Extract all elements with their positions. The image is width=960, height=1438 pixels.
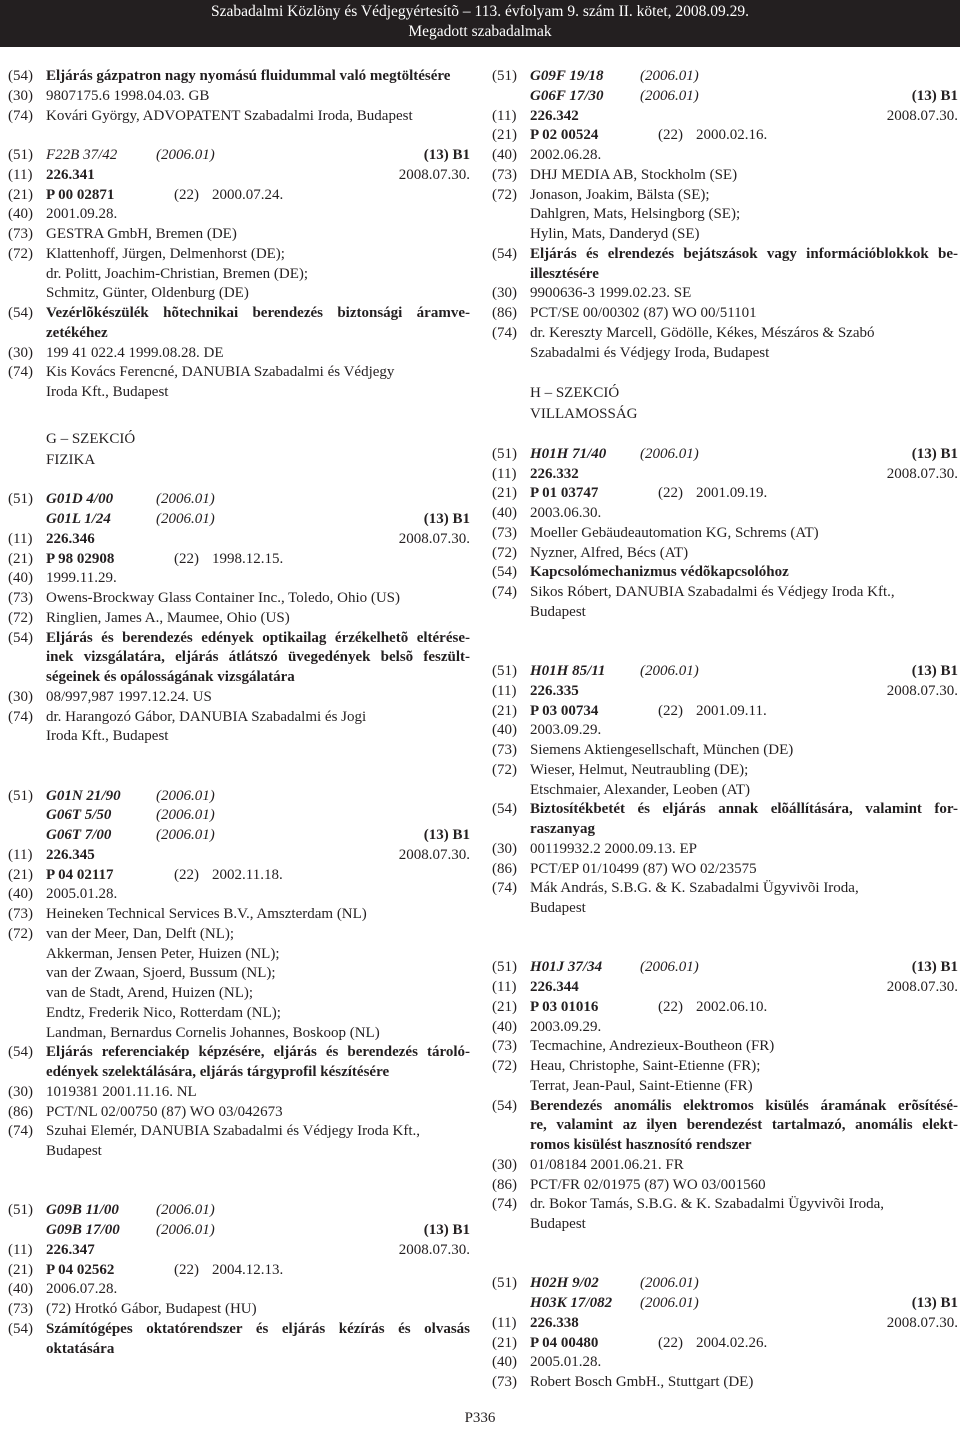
ipc-class: G09B 17/00 <box>46 1222 120 1238</box>
grant-date: 2008.07.30. <box>398 846 470 863</box>
invention-title: edények szelektálására, eljárás tárgyprofil készítésére <box>46 1064 390 1080</box>
agent: Budapest <box>46 1143 102 1159</box>
inventor: Ringlien, James A., Maumee, Ohio (US) <box>46 609 290 626</box>
publication-date: 2003.09.29. <box>530 1018 602 1035</box>
agent: Sikos Róbert, DANUBIA Szabadalmi és Védjegy Iroda Kft., <box>530 584 895 600</box>
ipc-class: H01H 71/40 <box>530 445 607 462</box>
publication-date: 2005.01.28. <box>46 886 118 903</box>
priority: 1019381 2001.11.16. NL <box>46 1083 197 1100</box>
patent-number: 226.347 <box>46 1241 95 1258</box>
application-number: P 02 00524 <box>530 127 599 144</box>
application-number: P 04 02117 <box>46 866 114 883</box>
pct-data: PCT/FR 02/01975 (87) WO 03/001560 <box>530 1176 766 1193</box>
kind-code: (13) B1 <box>911 959 958 976</box>
owner: (72) Hrotkó Gábor, Budapest (HU) <box>46 1301 257 1317</box>
agent: Kis Kovács Ferencné, DANUBIA Szabadalmi és Védjegy <box>46 364 395 381</box>
owner: GESTRA GmbH, Bremen (DE) <box>46 226 237 242</box>
invention-title: Vezérlõkészülék hõtechnikai berendezés biztonsági áramve- <box>46 305 470 321</box>
priority: 199 41 022.4 1999.08.28. DE <box>46 344 224 361</box>
inventor: Terrat, Jean-Paul, Saint-Etienne (FR) <box>530 1077 753 1094</box>
agent: Szabadalmi és Védjegy Iroda, Budapest <box>530 344 770 361</box>
ipc-class: H01J 37/34 <box>530 959 603 976</box>
patent-number: 226.332 <box>530 465 579 482</box>
section-heading: H – SZEKCIÓ VILLAMOSSÁG <box>530 385 638 422</box>
invention-title: Kapcsolómechanizmus védõkapcsolóhoz <box>530 564 789 581</box>
page-number: P336 <box>464 1410 496 1426</box>
agent: Mák András, S.B.G. & K. Szabadalmi Ügyvivõi Iroda, <box>530 880 859 897</box>
ipc-class: G01L 1/24 <box>46 511 111 527</box>
invention-title: illesztésére <box>530 265 599 282</box>
agent: Budapest <box>530 603 586 620</box>
kind-code: (13) B1 <box>911 1295 958 1311</box>
patent-entry: (51) F22B 37/42 (2006.01) (13) B1 (11) 226.341 2008.07.30. (21) P 00 02871 (22) 2000.07.24. (40) 2001.09.28. (73) GESTRA GmbH, Bremen (DE) (72) Klattenhoff, Jürgen, Delmenhorst (DE); dr. Politt, Joachim-Christian, Bremen (DE); Schmitz, Günter, Oldenburg (DE) (54) Vezérlõkészülék hõtechnikai berendezés biztonsági áramve- zetékéhez (30) 199 41 022.4 1999.08.28. DE (74) Kis Kovács Ferencné, DANUBIA Szabadalmi és Védjegy Iroda Kft., Budapest <box>8 146 470 403</box>
filing-date: 2004.12.13. <box>212 1261 284 1278</box>
priority: 9900636-3 1999.02.23. SE <box>530 285 692 302</box>
invention-title: romos kisülést hasznosító rendszer <box>530 1137 752 1153</box>
invention-title: inek vizsgálatára, eljárás átlátszó üvegedények belsõ feszült- <box>46 649 470 666</box>
priority: 9807175.6 1998.04.03. GB <box>46 87 210 104</box>
inventor: Schmitz, Günter, Oldenburg (DE) <box>46 285 249 302</box>
owner: Owens-Brockway Glass Container Inc., Toledo, Ohio (US) <box>46 590 401 606</box>
publication-date: 2002.06.28. <box>530 147 602 163</box>
invention-title: Eljárás referenciakép képzésére, eljárás és berendezés tároló- <box>46 1044 470 1061</box>
left-column <box>8 67 470 1359</box>
ipc-class: G09B 11/00 <box>46 1202 119 1219</box>
patent-entry: (51) H02H 9/02 (2006.01) H03K 17/082 (2006.01) (13) B1 (11) 226.338 2008.07.30. (21) P 04 00480 (22) 2004.02.26. (40) 2005.01.28. (73) Robert Bosch GmbH., Stuttgart (DE) <box>492 1274 958 1393</box>
section-title: Megadott szabadalmak <box>408 23 552 40</box>
invention-title: raszanyag <box>530 821 595 837</box>
filing-date: 2004.02.26. <box>696 1334 768 1351</box>
ipc-class: G06F 17/30 <box>530 87 604 104</box>
inventor: Etschmaier, Alexander, Leoben (AT) <box>530 781 750 798</box>
publication-date: 1999.11.29. <box>46 570 117 587</box>
agent: Szuhai Elemér, DANUBIA Szabadalmi és Védjegy Iroda Kft., <box>46 1123 421 1140</box>
owner: Siemens Aktiengesellschaft, München (DE) <box>530 742 794 758</box>
patent-number: 226.345 <box>46 846 95 863</box>
journal-title: Szabadalmi Közlöny és Védjegyértesítõ – 113. évfolyam 9. szám II. kötet, 2008.09.29. <box>210 3 750 20</box>
patent-number: 226.346 <box>46 530 95 547</box>
ipc-class: H02H 9/02 <box>530 1275 599 1292</box>
filing-date: 2000.02.16. <box>696 127 768 144</box>
patent-number: 226.335 <box>530 682 579 699</box>
inventor: van der Zwaan, Sjoerd, Bussum (NL); <box>46 965 276 982</box>
filing-date: 1998.12.15. <box>212 550 284 567</box>
right-column <box>492 67 958 1393</box>
section-heading: G – SZEKCIÓ FIZIKA <box>46 430 136 468</box>
publication-date: 2006.07.28. <box>46 1281 118 1298</box>
page-header <box>0 0 960 47</box>
inventor: Nyzner, Alfred, Bécs (AT) <box>530 544 689 561</box>
patent-entry: (51) G01N 21/90 (2006.01) G06T 5/50 (2006.01) G06T 7/00 (2006.01) (13) B1 (11) 226.345 2008.07.30. (21) P 04 02117 (22) 2002.11.18. (40) 2005.01.28. (73) Heineken Technical Services B.V., Amszterdam (NL) (72) van der Meer, Dan, Delft (NL); Akkerman, Jensen Peter, Huizen (NL); van der Zwaan, Sjoerd, Bussum (NL); van de Stadt, Arend, Huizen (NL); Endtz, Frederik Nico, Rotterdam (NL); Landman, Bernardus Cornelis Johannes, Boskoop (NL) (54) Eljárás referenciakép képzésére, eljárás és berendezés tároló- edények szelektálására, eljárás tárgyprofil készítésére (30) 1019381 2001.11.16. NL (86) PCT/NL 02/00750 (87) WO 03/042673 (74) Szuhai Elemér, DANUBIA Szabadalmi és Védjegy Iroda Kft., Budapest <box>8 787 470 1162</box>
agent: Budapest <box>530 1216 586 1232</box>
grant-date: 2008.07.30. <box>398 166 470 183</box>
agent: Kovári György, ADVOPATENT Szabadalmi Iroda, Budapest <box>46 107 413 124</box>
ipc-class: F22B 37/42 <box>46 147 118 163</box>
inventor: van der Meer, Dan, Delft (NL); <box>46 925 235 942</box>
owner: DHJ MEDIA AB, Stockholm (SE) <box>530 166 738 183</box>
inventor: dr. Politt, Joachim-Christian, Bremen (DE); <box>46 265 309 282</box>
kind-code: (13) B1 <box>423 1222 470 1238</box>
application-number: P 03 01016 <box>530 998 599 1015</box>
owner: Heineken Technical Services B.V., Amszterdam (NL) <box>46 906 367 922</box>
grant-date: 2008.07.30. <box>886 1314 958 1331</box>
grant-date: 2008.07.30. <box>886 682 958 699</box>
kind-code: (13) B1 <box>911 445 958 462</box>
inventor: Dahlgren, Mats, Helsingborg (SE); <box>530 206 741 223</box>
patent-number: 226.338 <box>530 1314 579 1331</box>
kind-code: (13) B1 <box>423 147 470 163</box>
inventor: Akkerman, Jensen Peter, Huizen (NL); <box>46 945 280 962</box>
invention-title: Eljárás és berendezés edények optikailag érzékelhetõ eltérése- <box>46 629 470 646</box>
ipc-class: G06T 7/00 <box>46 827 112 843</box>
kind-code: (13) B1 <box>423 827 470 843</box>
ipc-class: G06T 5/50 <box>46 807 112 824</box>
inventor: Endtz, Frederik Nico, Rotterdam (NL); <box>46 1004 281 1021</box>
ipc-class: H03K 17/082 <box>530 1295 613 1311</box>
patent-number: 226.342 <box>530 107 579 124</box>
owner: Moeller Gebäudeautomation KG, Schrems (AT) <box>530 524 819 541</box>
publication-date: 2003.06.30. <box>530 505 602 521</box>
agent: Iroda Kft., Budapest <box>46 384 169 400</box>
grant-date: 2008.07.30. <box>886 465 958 482</box>
priority: 00119932.2 2000.09.13. EP <box>530 840 697 857</box>
filing-date: 2001.09.19. <box>696 485 768 502</box>
kind-code: (13) B1 <box>911 87 958 104</box>
ipc-class: G01N 21/90 <box>46 787 121 804</box>
priority: 08/997,987 1997.12.24. US <box>46 688 212 705</box>
patent-entry: (51) G01D 4/00 (2006.01) G01L 1/24 (2006.01) (13) B1 (11) 226.346 2008.07.30. (21) P 98 02908 (22) 1998.12.15. (40) 1999.11.29. (73) Owens-Brockway Glass Container Inc., Toledo, Ohio (US) (72) Ringlien, James A., Maumee, Ohio (US) (54) Eljárás és berendezés edények optikailag érzékelhetõ eltérése- inek vizsgálatára, eljárás átlátszó üvegedények belsõ feszült- ségeinek és opálosságának vizsgálatára (30) 08/997,987 1997.12.24. US (74) dr. Harangozó Gábor, DANUBIA Szabadalmi és Jogi Iroda Kft., Budapest <box>8 490 470 747</box>
publication-date: 2003.09.29. <box>530 722 602 739</box>
invention-title: Eljárás gázpatron nagy nyomású fluidummal való megtöltésére <box>46 68 451 84</box>
application-number: P 04 00480 <box>530 1334 599 1351</box>
ipc-class: G09F 19/18 <box>530 68 604 84</box>
agent: dr. Harangozó Gábor, DANUBIA Szabadalmi és Jogi <box>46 708 367 725</box>
patent-entry: (51) H01J 37/34 (2006.01) (13) B1 (11) 226.344 2008.07.30. (21) P 03 01016 (22) 2002.06.10. (40) 2003.09.29. (73) Tecmachine, Andrezieux-Boutheon (FR) (72) Heau, Christophe, Saint-Etienne (FR); Terrat, Jean-Paul, Saint-Etienne (FR) (54) Berendezés anomális elektromos kisülés áramának erõsítésé- re, valamint az ilyen berendezést tartalmazó, anomális elekt- romos kisülést hasznosító rendszer (30) 01/08184 2001.06.21. FR (86) PCT/FR 02/01975 (87) WO 03/001560 (74) dr. Bokor Tamás, S.B.G. & K. Szabadalmi Ügyvivõi Iroda, Budapest <box>492 958 958 1235</box>
patent-entry: (51) H01H 85/11 (2006.01) (13) B1 (11) 226.335 2008.07.30. (21) P 03 00734 (22) 2001.09.11. (40) 2003.09.29. (73) Siemens Aktiengesellschaft, München (DE) (72) Wieser, Helmut, Neutraubling (DE); Etschmaier, Alexander, Leoben (AT) (54) Biztosítékbetét és eljárás annak elõállítására, valamint for- raszanyag (30) 00119932.2 2000.09.13. EP (86) PCT/EP 01/10499 (87) WO 02/23575 (74) Mák András, S.B.G. & K. Szabadalmi Ügyvivõi Iroda, Budapest <box>492 662 958 919</box>
invention-title: Berendezés anomális elektromos kisülés áramának erõsítésé- <box>530 1097 958 1114</box>
grant-date: 2008.07.30. <box>886 107 958 124</box>
inventor: Wieser, Helmut, Neutraubling (DE); <box>530 761 749 778</box>
invention-title: re, valamint az ilyen berendezést tartalmazó, anomális elekt- <box>530 1117 958 1134</box>
inventor: van de Stadt, Arend, Huizen (NL); <box>46 985 254 1001</box>
agent: dr. Bokor Tamás, S.B.G. & K. Szabadalmi Ügyvivõi Iroda, <box>530 1196 885 1213</box>
application-number: P 01 03747 <box>530 485 599 502</box>
priority: 01/08184 2001.06.21. FR <box>530 1156 684 1173</box>
agent: Budapest <box>530 900 586 916</box>
agent: dr. Kereszty Marcell, Gödölle, Kékes, Mészáros & Szabó <box>530 324 875 341</box>
patent-entry: (51) H01H 71/40 (2006.01) (13) B1 (11) 226.332 2008.07.30. (21) P 01 03747 (22) 2001.09.19. (40) 2003.06.30. (73) Moeller Gebäudeautomation KG, Schrems (AT) (72) Nyzner, Alfred, Bécs (AT) (54) Kapcsolómechanizmus védõkapcsolóhoz (74) Sikos Róbert, DANUBIA Szabadalmi és Védjegy Iroda Kft., Budapest <box>492 445 958 623</box>
invention-title: Számítógépes oktatórendszer és eljárás kézírás és olvasás <box>46 1320 470 1337</box>
application-number: P 03 00734 <box>530 702 599 719</box>
patent-entry: (51) G09B 11/00 (2006.01) G09B 17/00 (2006.01) (13) B1 (11) 226.347 2008.07.30. (21) P 04 02562 (22) 2004.12.13. (40) 2006.07.28. (73) (72) Hrotkó Gábor, Budapest (HU) (54) Számítógépes oktatórendszer és eljárás kézírás és olvasás oktatására <box>8 1201 470 1359</box>
pct-data: PCT/SE 00/00302 (87) WO 00/51101 <box>530 305 757 321</box>
owner: Robert Bosch GmbH., Stuttgart (DE) <box>530 1374 754 1390</box>
invention-title: Biztosítékbetét és eljárás annak elõállítására, valamint for- <box>530 801 958 818</box>
grant-date: 2008.07.30. <box>398 1241 470 1258</box>
patent-entry: (54) Eljárás gázpatron nagy nyomású fluidummal való megtöltésére (30) 9807175.6 1998.04.03. GB (74) Kovári György, ADVOPATENT Szabadalmi Iroda, Budapest <box>8 67 470 126</box>
owner: Tecmachine, Andrezieux-Boutheon (FR) <box>530 1038 775 1055</box>
ipc-class: G01D 4/00 <box>46 491 114 508</box>
application-number: P 98 02908 <box>46 550 115 567</box>
publication-date: 2001.09.28. <box>46 206 118 223</box>
grant-date: 2008.07.30. <box>886 979 958 995</box>
patent-number: 226.344 <box>530 979 579 995</box>
filing-date: 2002.11.18. <box>212 866 283 883</box>
inventor: Landman, Bernardus Cornelis Johannes, Boskoop (NL) <box>46 1024 380 1041</box>
inventor: Hylin, Mats, Danderyd (SE) <box>530 226 700 242</box>
patent-entry: (51) G09F 19/18 (2006.01) G06F 17/30 (2006.01) (13) B1 (11) 226.342 2008.07.30. (21) P 02 00524 (22) 2000.02.16. (40) 2002.06.28. (73) DHJ MEDIA AB, Stockholm (SE) (72) Jonason, Joakim, Bälsta (SE); Dahlgren, Mats, Helsingborg (SE); Hylin, Mats, Danderyd (SE) (54) Eljárás és elrendezés bejátszások vagy információblokkok be- illesztésére (30) 9900636-3 1999.02.23. SE (86) PCT/SE 00/00302 (87) WO 00/51101 (74) dr. Kereszty Marcell, Gödölle, Kékes, Mészáros & Szabó Szabadalmi és Védjegy Iroda, Budapest <box>492 67 958 363</box>
inventor: Jonason, Joakim, Bälsta (SE); <box>530 186 710 203</box>
invention-title: Eljárás és elrendezés bejátszások vagy információblokkok be- <box>530 245 958 262</box>
invention-title: oktatására <box>46 1340 115 1357</box>
application-number: P 00 02871 <box>46 186 115 203</box>
publication-date: 2005.01.28. <box>530 1354 602 1371</box>
filing-date: 2000.07.24. <box>212 186 284 203</box>
filing-date: 2002.06.10. <box>696 998 768 1015</box>
patent-number: 226.341 <box>46 166 95 183</box>
invention-title: ségeinek és opálosságának vizsgálatára <box>46 669 295 685</box>
agent: Iroda Kft., Budapest <box>46 728 169 745</box>
inventor: Klattenhoff, Jürgen, Delmenhorst (DE); <box>46 245 285 262</box>
filing-date: 2001.09.11. <box>696 702 767 719</box>
inventor: Heau, Christophe, Saint-Etienne (FR); <box>530 1058 761 1074</box>
ipc-class: H01H 85/11 <box>530 663 606 679</box>
pct-data: PCT/NL 02/00750 (87) WO 03/042673 <box>46 1103 283 1120</box>
pct-data: PCT/EP 01/10499 (87) WO 02/23575 <box>530 860 757 877</box>
application-number: P 04 02562 <box>46 1261 115 1278</box>
grant-date: 2008.07.30. <box>398 530 470 547</box>
invention-title: zetékéhez <box>46 324 108 341</box>
kind-code: (13) B1 <box>423 511 470 527</box>
kind-code: (13) B1 <box>911 663 958 679</box>
